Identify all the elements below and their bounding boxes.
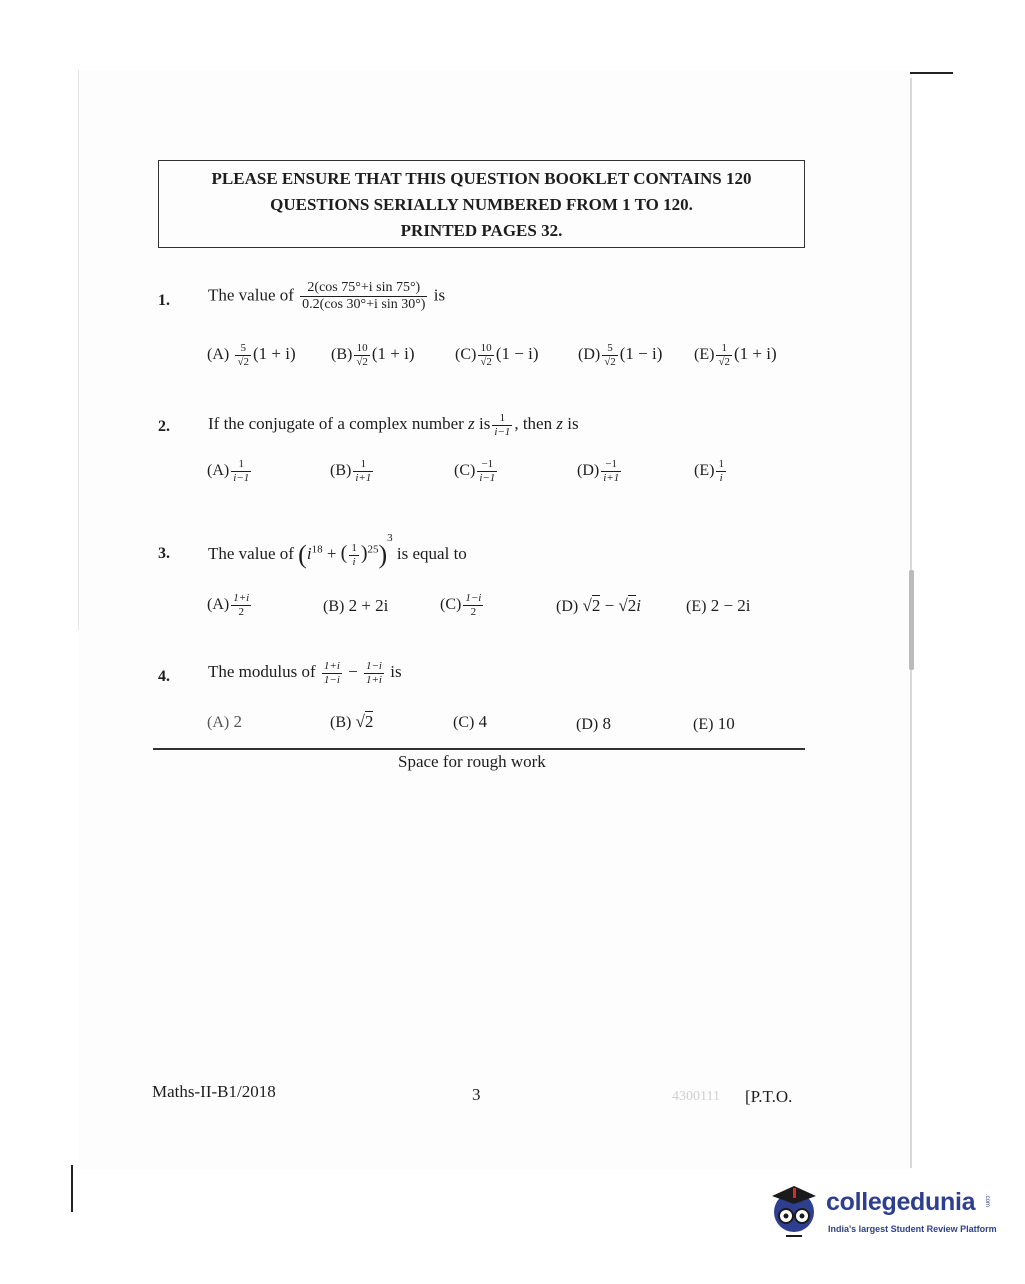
question-text: If the conjugate of a complex number z is $\frac{1}{i-1}$ , then z is (208, 412, 579, 438)
question-number: 3. (158, 545, 170, 562)
option-4-a[interactable]: (A) 2 (207, 712, 242, 731)
notice-line-1: PLEASE ENSURE THAT THIS QUESTION BOOKLET CONTAINS 120 (211, 169, 752, 188)
mascot-icon (766, 1180, 824, 1244)
option-3-d[interactable]: (D) √2 − √2i (556, 596, 641, 615)
question-fraction: $\frac{\text{2(cos 75°+i sin 75°)}}{\text{0.2(cos 30°+i sin 30°)}}$ (302, 280, 426, 313)
option-3-b[interactable]: (B) 2 + 2i (323, 596, 389, 615)
option-1-e[interactable]: (E) $\frac{1}{√2}$ (1 + i) (694, 342, 777, 368)
option-4-c[interactable]: (C) 4 (453, 712, 488, 731)
notice-box (158, 160, 805, 248)
option-4-e[interactable]: (E) 10 (693, 714, 735, 733)
question-number: 4. (158, 668, 170, 685)
logo-com: .com (984, 1194, 990, 1208)
option-2-c[interactable]: (C) $\frac{-1}{i-1}$ (454, 458, 496, 484)
bleed-through-text: 4300111 (672, 1089, 720, 1104)
scan-line (71, 1165, 73, 1212)
option-1-d[interactable]: (D) $\frac{5}{√2}$ (1 − i) (578, 342, 663, 368)
notice-line-3: PRINTED PAGES 32. (400, 221, 563, 240)
option-4-b[interactable]: (B) √2 (330, 712, 374, 731)
collegedunia-logo[interactable] (766, 1180, 996, 1244)
option-3-e[interactable]: (E) 2 − 2i (686, 596, 751, 615)
rough-work-label: Space for rough work (398, 752, 546, 771)
question-number: 2. (158, 418, 170, 435)
option-4-d[interactable]: (D) 8 (576, 714, 611, 733)
option-1-b[interactable]: (B) $\frac{10}{√2}$ (1 + i) (331, 342, 415, 368)
question-text: The value of ($i^{18}$ + ( $\frac{1}{i}$ )$^{25}$)$^3$ is equal to (208, 532, 467, 570)
question-number: 1. (158, 292, 170, 309)
corner-mark (910, 72, 953, 74)
option-2-b[interactable]: (B) $\frac{1}{i+1}$ (330, 458, 372, 484)
option-2-a[interactable]: (A) $\frac{1}{i-1}$ (207, 458, 250, 484)
option-3-a[interactable]: (A) $\frac{1+i}{2}$ (207, 592, 250, 618)
option-2-d[interactable]: (D) $\frac{-1}{i+1}$ (577, 458, 620, 484)
page-number: 3 (472, 1085, 481, 1104)
notice-line-2: QUESTIONS SERIALLY NUMBERED FROM 1 TO 120. (270, 195, 693, 214)
page-edge-left (78, 70, 79, 630)
pto-label: [P.T.O. (745, 1087, 793, 1106)
option-3-c[interactable]: (C) $\frac{1-i}{2}$ (440, 592, 482, 618)
sqrt-expression: √2 − √2i (582, 596, 641, 615)
option-1-c[interactable]: (C) $\frac{10}{√2}$ (1 − i) (455, 342, 539, 368)
logo-wordmark: collegedunia (826, 1188, 976, 1216)
rough-work-divider (153, 748, 805, 750)
question-text: The value of $\frac{\text{2(cos 75°+i sin 75°)}}{\text{0.2(cos 30°+i sin 30°)}}$ is (208, 280, 446, 313)
scan-smudge (909, 570, 914, 670)
question-text: The modulus of $\frac{1+i}{1-i}$ − $\frac{1-i}{1+i}$ is (208, 660, 402, 686)
option-2-e[interactable]: (E) $\frac{1}{i}$ (694, 458, 724, 484)
option-1-a[interactable]: (A) $\frac{5}{√2}$ (1 + i) (207, 342, 296, 368)
paper-code: Maths-II-B1/2018 (152, 1082, 276, 1101)
logo-tagline: India's largest Student Review Platform (828, 1224, 997, 1234)
